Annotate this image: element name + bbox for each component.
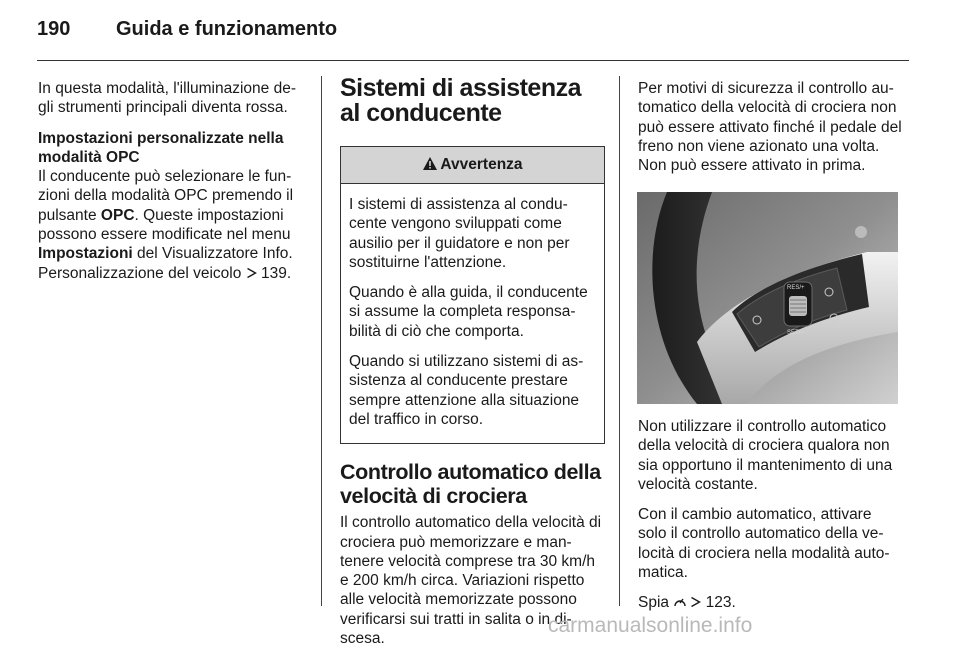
column-3-lower (638, 417, 903, 624)
header-rule (37, 60, 909, 61)
text-run: Il conducente può selezionare le fun-zioni della modalità OPC premendo il pulsante (38, 168, 294, 224)
bold-term: OPC (100, 206, 135, 224)
warning-triangle-icon (422, 155, 438, 174)
res-label: RES/+ (787, 285, 805, 291)
column-2 (340, 76, 605, 648)
column-divider (619, 76, 620, 606)
page-ref-icon (246, 265, 257, 282)
subsection-title: Controllo automatico della velocità di crociera (340, 460, 601, 509)
bold-term: Impostazioni (38, 245, 133, 263)
paragraph: Per motivi di sicurezza il controllo au-tomatico della velocità di crociera non può essere attivato finché il pedale del freno non viene azionato una volta. Non può essere attivato in prima. (638, 80, 902, 175)
column-divider (321, 76, 322, 606)
subheading: Impostazioni personalizzate nella modalità OPC (38, 129, 284, 166)
column-1 (38, 79, 306, 283)
section-title: Sistemi di assistenza al conducente (340, 74, 582, 127)
warning-paragraph: Quando si utilizzano sistemi di as-sistenza al conducente prestare sempre attenzione alla situazione del traffico in corso. (349, 353, 584, 428)
paragraph (638, 593, 903, 612)
cruise-control-indicator-icon (673, 594, 687, 611)
paragraph: In questa modalità, l'illuminazione de-gli strumenti principali diventa rossa. (38, 80, 296, 117)
watermark: carmanualsonline.info (548, 614, 753, 637)
text-run: del Visualizzatore Info. Personalizzazione del veicolo (38, 245, 293, 282)
page-number: 190 (37, 18, 71, 40)
page-ref-icon (687, 594, 701, 611)
page-ref: 123. (701, 594, 736, 612)
warning-paragraph: Quando è alla guida, il conducente si assume la completa responsa-bilità di ciò che comporta. (349, 284, 588, 340)
text-run: Spia (638, 594, 674, 612)
paragraph: Non utilizzare il controllo automatico della velocità di crociera qualora non sia opportuno il mantenimento di una velocità costante. (638, 418, 893, 493)
set-label: SET/− (787, 330, 804, 336)
paragraph (38, 129, 306, 283)
text-run: . Queste impostazioni possono essere modificate nel menu (38, 206, 291, 244)
page-title: Guida e funzionamento (116, 18, 338, 40)
page-ref: 139. (256, 264, 292, 282)
column-3 (638, 79, 903, 186)
paragraph: Con il cambio automatico, attivare solo il controllo automatico della ve-locità di crociera nella modalità auto-matica. (638, 506, 890, 582)
steering-wheel-controls-image (637, 192, 898, 404)
warning-title: Avvertenza (440, 156, 523, 174)
paragraph: Il controllo automatico della velocità di crociera può memorizzare e man-tenere velocità comprese tra 30 km/h e 200 km/h circa. Variazioni rispetto alle velocità memorizzate possono verificarsi sui tratti in salita o in di-scesa. (340, 514, 602, 648)
warning-box (340, 146, 605, 444)
warning-body (341, 184, 604, 443)
warning-header (341, 147, 604, 184)
warning-paragraph: I sistemi di assistenza al condu-cente vengono sviluppati come ausilio per il guidatore e non per sostituirne l'attenzione. (349, 196, 570, 271)
